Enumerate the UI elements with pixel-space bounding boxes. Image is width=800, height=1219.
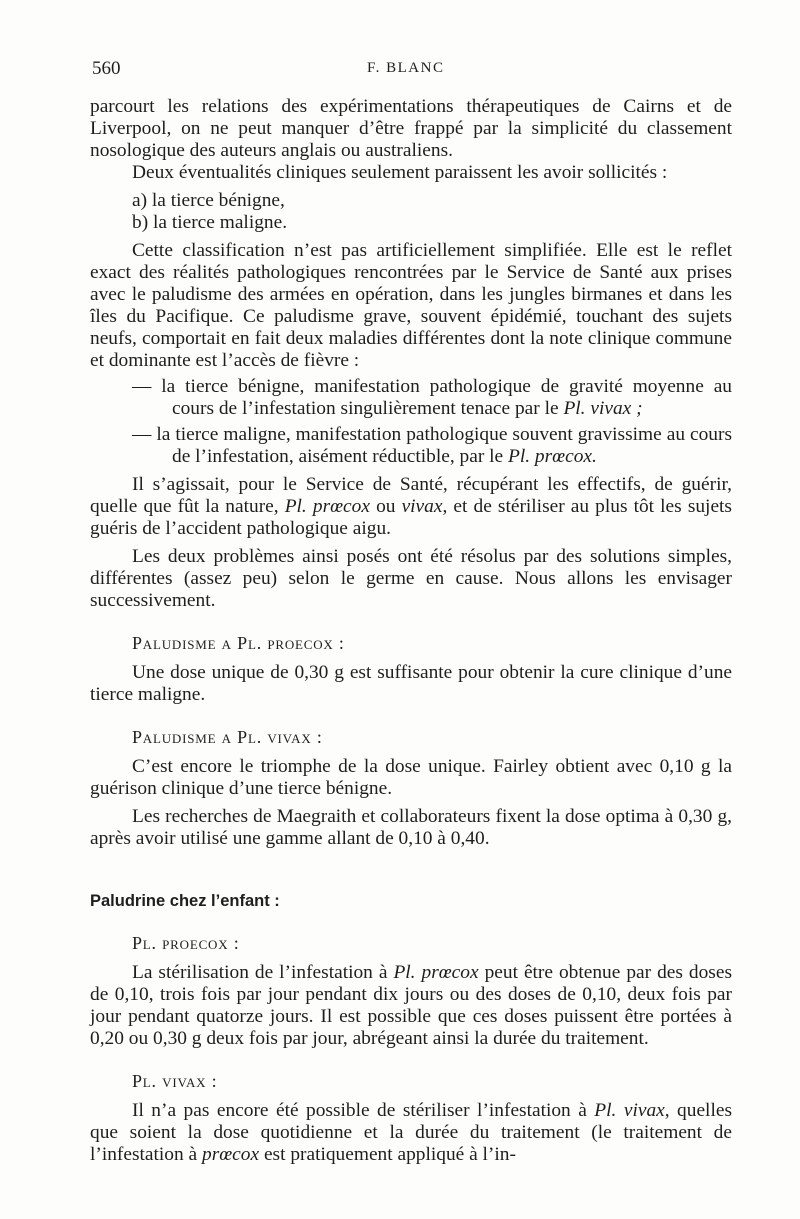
subheading: Paludisme a Pl. proecox : [132, 633, 345, 653]
paragraph: Une dose unique de 0,30 g est suffisante pour obtenir la cure clinique d’une tierce maligne. [90, 662, 732, 705]
section-heading: Paludrine chez l’enfant : [90, 892, 280, 910]
paragraph: Deux éventualités cliniques seulement paraissent les avoir sollicités : [132, 162, 668, 183]
paragraph: La stérilisation de l’infestation à Pl. prœcox peut être obtenue par des doses de 0,10, trois fois par jour pendant dix jours ou des doses de 0,10, deux fois par jour pendant quatorze jours. Il est possible que ces doses puissent être portées à 0,20 ou 0,30 g deux fois par jour, abrégeant ainsi la durée du traitement. [90, 962, 732, 1049]
paragraph: C’est encore le triomphe de la dose unique. Fairley obtient avec 0,10 g la guérison clinique d’une tierce bénigne. [90, 756, 732, 799]
subheading: Pl. proecox : [132, 933, 240, 953]
list-item: b) la tierce maligne. [132, 212, 288, 233]
paragraph: Il n’a pas encore été possible de stériliser l’infestation à Pl. vivax, quelles que soient la dose quotidienne et la durée du traitement (le traitement de l’infestation à prœcox est pratiquement appliqué à l’in- [90, 1100, 732, 1165]
paragraph: Cette classification n’est pas artificiellement simplifiée. Elle est le reflet exact des réalités pathologiques rencontrées par le Service de Santé aux prises avec le paludisme des armées en opération, dans les jungles birmanes et dans les îles du Pacifique. Ce paludisme grave, souvent épidémié, touchant des sujets neufs, comportait en fait deux maladies différentes dont la note clinique commune et dominante est l’accès de fièvre : [90, 240, 732, 371]
page-header [92, 58, 732, 84]
subheading: Paludisme a Pl. vivax : [132, 727, 323, 747]
paragraph: Il s’agissait, pour le Service de Santé, récupérant les effectifs, de guérir, quelle que fût la nature, Pl. prœcox ou vivax, et de stériliser au plus tôt les sujets guéris de l’accident pathologique aigu. [90, 474, 732, 539]
paragraph: Les recherches de Maegraith et collaborateurs fixent la dose optima à 0,30 g, après avoir utilisé une gamme allant de 0,10 à 0,40. [90, 806, 732, 849]
running-head: F. BLANC [367, 60, 445, 76]
subheading: Pl. vivax : [132, 1071, 218, 1091]
list-item: a) la tierce bénigne, [132, 190, 285, 211]
paragraph: Les deux problèmes ainsi posés ont été résolus par des solutions simples, différentes (assez peu) selon le germe en cause. Nous allons les envisager successivement. [90, 546, 732, 611]
page-number: 560 [92, 58, 121, 79]
dash-item: — la tierce maligne, manifestation pathologique souvent gravissime au cours de l’infestation, aisément réductible, par le Pl. prœcox. [132, 424, 732, 467]
dash-item: — la tierce bénigne, manifestation pathologique de gravité moyenne au cours de l’infestation singulièrement tenace par le Pl. vivax ; [132, 376, 732, 419]
paragraph: parcourt les relations des expérimentations thérapeutiques de Cairns et de Liverpool, on ne peut manquer d’être frappé par la simplicité du classement nosologique des auteurs anglais ou australiens. [90, 96, 732, 161]
page-body [90, 96, 732, 1166]
